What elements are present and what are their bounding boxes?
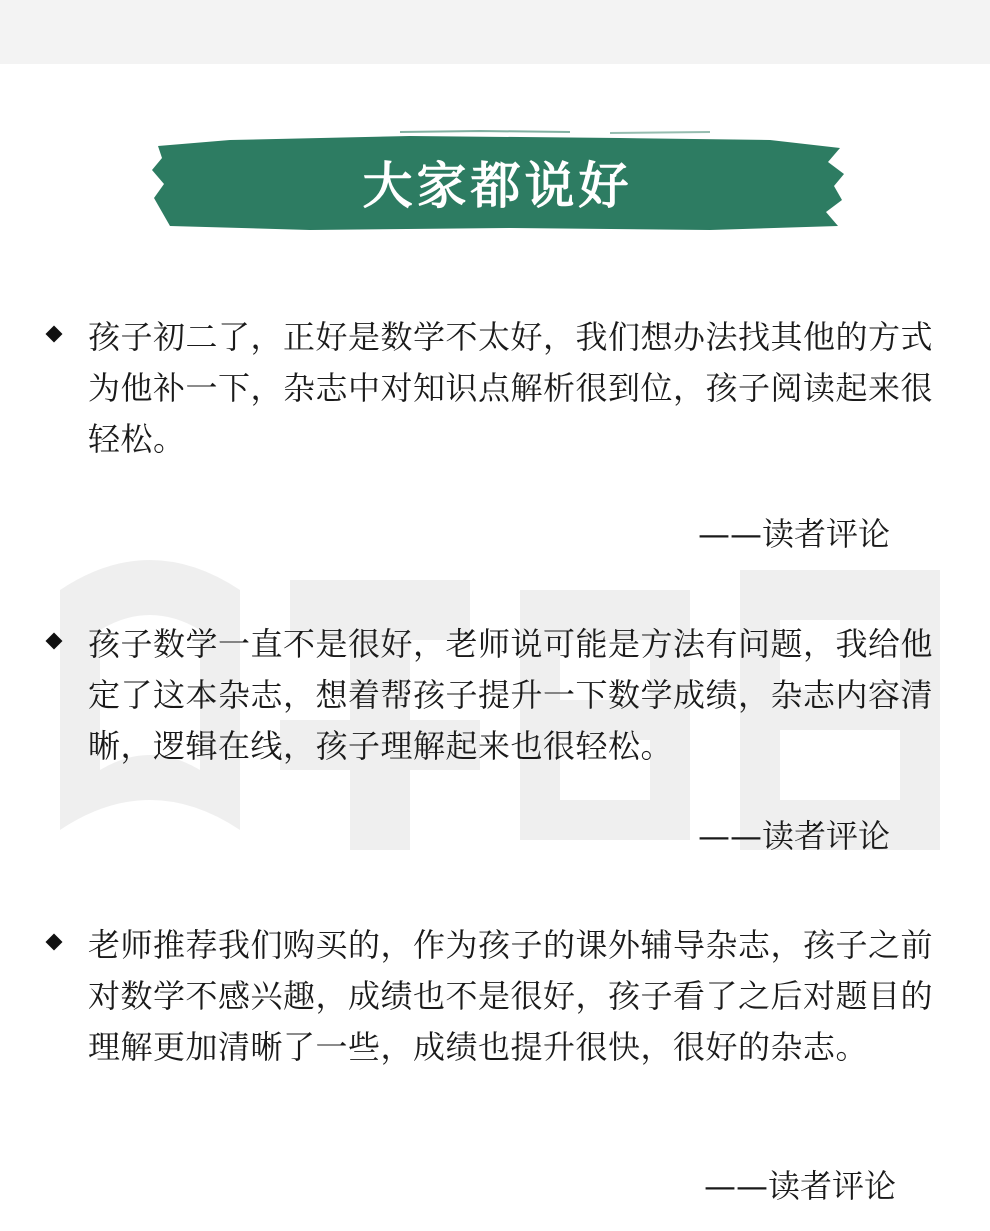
review-text: 孩子数学一直不是很好，老师说可能是方法有问题，我给他定了这本杂志，想着帮孩子提升一下数学成绩，杂志内容清晰，逻辑在线，孩子理解起来也很轻松。 — [88, 625, 934, 765]
top-bar — [0, 0, 990, 64]
section-title: 大家都说好 — [362, 157, 633, 215]
section-banner — [150, 128, 845, 236]
review-attribution: ——读者评论 — [698, 817, 891, 855]
diamond-bullet-icon — [46, 934, 63, 951]
review-text: 老师推荐我们购买的，作为孩子的课外辅导杂志，孩子之前对数学不感兴趣，成绩也不是很好，孩子看了之后对题目的理解更加清晰了一些，成绩也提升很快，很好的杂志。 — [88, 926, 934, 1066]
diamond-bullet-icon — [46, 326, 63, 343]
review-text: 孩子初二了，正好是数学不太好，我们想办法找其他的方式为他补一下，杂志中对知识点解析很到位，孩子阅读起来很轻松。 — [88, 318, 934, 458]
review-attribution: ——读者评论 — [698, 515, 891, 553]
diamond-bullet-icon — [46, 633, 63, 650]
review-attribution: ——读者评论 — [704, 1167, 897, 1205]
